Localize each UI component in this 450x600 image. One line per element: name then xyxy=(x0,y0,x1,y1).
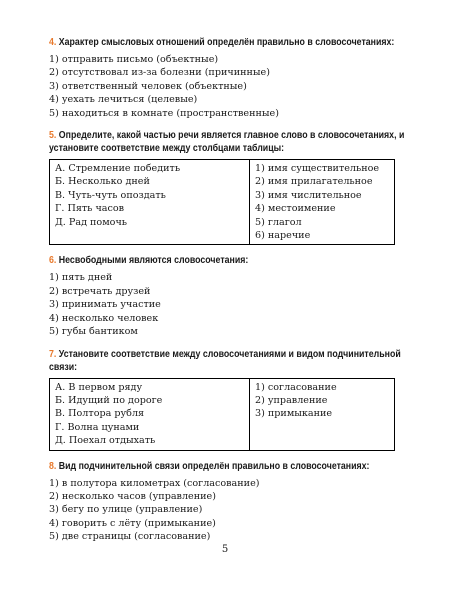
q5-right-item-2: 2) имя прилагательное xyxy=(255,176,373,188)
question-8 xyxy=(49,460,409,544)
q5-right-item-4: 4) местоимение xyxy=(255,203,336,215)
question-5 xyxy=(49,129,409,245)
q7-right-item-2: 2) управление xyxy=(255,394,328,406)
workbook-page xyxy=(49,36,409,553)
q4-option-1: 1) отправить письмо (объектные) xyxy=(49,54,219,65)
q7-left-item-a: А. В первом ряду xyxy=(55,381,143,393)
question-8-text: Вид подчинительной связи определён правильно в словосочетаниях: xyxy=(58,460,370,472)
question-5-number: 5. xyxy=(49,130,57,142)
question-5-text: Определите, какой частью речи является главное слово в словосочетаниях, и установите соответствие между столбцами таблицы: xyxy=(49,130,405,155)
q5-matching-table xyxy=(49,159,395,245)
question-4-text: Характер смысловых отношений определён правильно в словосочетаниях: xyxy=(58,37,395,48)
question-6-number: 6. xyxy=(49,255,57,267)
q7-left-item-d: Д. Поехал отдыхать xyxy=(55,435,156,447)
q5-right-item-6: 6) наречие xyxy=(255,230,311,242)
question-7-heading xyxy=(49,348,412,374)
q7-right-column xyxy=(250,378,395,450)
question-4 xyxy=(49,36,409,120)
question-8-heading xyxy=(49,460,412,473)
page-number: 5 xyxy=(221,544,229,555)
question-5-heading xyxy=(49,129,412,155)
q7-left-item-v: В. Полтора рубля xyxy=(55,408,145,420)
q6-option-5: 5) губы бантиком xyxy=(49,326,138,338)
q5-left-item-v: В. Чуть-чуть опоздать xyxy=(55,189,166,201)
q5-right-column xyxy=(250,160,395,245)
q5-left-item-b: Б. Несколько дней xyxy=(55,176,150,188)
question-7 xyxy=(49,348,409,451)
q5-left-item-a: А. Стремление победить xyxy=(55,163,181,175)
q7-left-item-b: Б. Идущий по дороге xyxy=(55,394,163,406)
q5-right-item-5: 5) глагол xyxy=(255,216,302,228)
q5-right-item-3: 3) имя числительное xyxy=(255,189,362,201)
q6-option-4: 4) несколько человек xyxy=(49,312,159,324)
q8-option-3: 3) бегу по улице (управление) xyxy=(49,504,203,516)
question-6 xyxy=(49,254,409,338)
q6-option-1: 1) пять дней xyxy=(49,272,113,284)
question-6-text: Несвободными являются словосочетания: xyxy=(58,255,249,267)
q8-option-4: 4) говорить с лёту (примыкание) xyxy=(49,517,216,529)
question-6-heading xyxy=(49,254,412,267)
q8-option-5: 5) две страницы (согласование) xyxy=(49,531,211,543)
question-4-number: 4. xyxy=(49,37,57,48)
q7-left-item-g: Г. Волна цунами xyxy=(55,421,140,433)
q4-option-2: 2) отсутствовал из-за болезни (причинные) xyxy=(49,67,270,79)
q7-right-item-3: 3) примыкание xyxy=(255,408,333,420)
question-8-number: 8. xyxy=(49,460,57,472)
q8-option-2: 2) несколько часов (управление) xyxy=(49,490,216,502)
q5-left-item-g: Г. Пять часов xyxy=(55,203,125,215)
q5-right-item-1: 1) имя существительное xyxy=(255,163,380,175)
q7-left-column xyxy=(50,378,250,450)
q4-option-4: 4) уехать лечиться (целевые) xyxy=(49,94,198,106)
q5-left-column xyxy=(50,160,250,245)
q8-option-1: 1) в полутора километрах (согласование) xyxy=(49,477,260,489)
q7-right-item-1: 1) согласование xyxy=(255,381,337,393)
q4-option-5: 5) находиться в комнате (пространственные) xyxy=(49,107,279,119)
question-7-text: Установите соответствие между словосочетаниями и видом подчинительной связи: xyxy=(49,348,401,373)
q4-option-3: 3) ответственный человек (объектные) xyxy=(49,80,247,92)
q7-matching-table xyxy=(49,378,395,451)
question-4-heading xyxy=(49,36,412,49)
q6-option-2: 2) встречать друзей xyxy=(49,285,151,297)
q6-option-3: 3) принимать участие xyxy=(49,299,161,311)
q5-left-item-d: Д. Рад помочь xyxy=(55,216,128,228)
question-7-number: 7. xyxy=(49,348,57,360)
